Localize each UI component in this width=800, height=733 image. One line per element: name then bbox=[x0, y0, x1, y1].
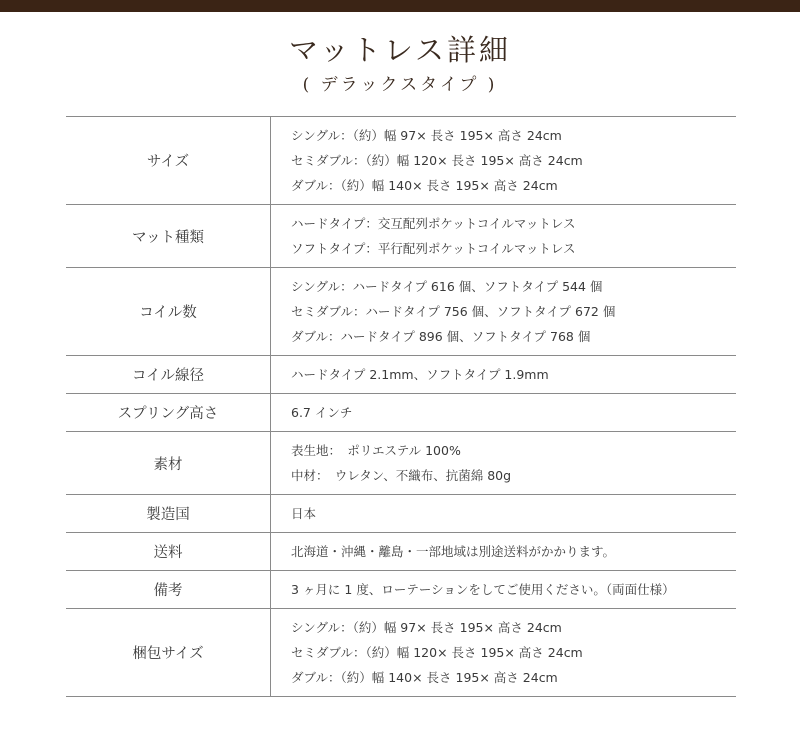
spec-value-line: シングル：（約）幅 97× 長さ 195× 高さ 24cm bbox=[291, 128, 562, 143]
spec-value-line: ハードタイプ：交互配列ポケットコイルマットレス bbox=[291, 216, 576, 231]
spec-value-line: ダブル：ハードタイプ 896 個、ソフトタイプ 768 個 bbox=[291, 329, 591, 344]
spec-value bbox=[271, 394, 737, 432]
spec-row bbox=[66, 432, 736, 495]
spec-value-line: セミダブル：（約）幅 120× 長さ 195× 高さ 24cm bbox=[291, 645, 583, 660]
spec-label: コイル線径 bbox=[66, 356, 271, 394]
spec-value bbox=[271, 117, 737, 205]
spec-value bbox=[271, 495, 737, 533]
spec-value bbox=[271, 571, 737, 609]
spec-value bbox=[271, 609, 737, 697]
spec-value-line: 日本 bbox=[291, 506, 317, 521]
page-subtitle: ( デラックスタイプ ) bbox=[302, 75, 498, 95]
spec-row bbox=[66, 571, 736, 609]
spec-row bbox=[66, 117, 736, 205]
spec-value-line: シングル：ハードタイプ 616 個、ソフトタイプ 544 個 bbox=[291, 279, 603, 294]
spec-value-line: シングル：（約）幅 97× 長さ 195× 高さ 24cm bbox=[291, 620, 562, 635]
spec-value bbox=[271, 268, 737, 356]
spec-value-line: ダブル：（約）幅 140× 長さ 195× 高さ 24cm bbox=[291, 178, 558, 193]
spec-label: 製造国 bbox=[66, 495, 271, 533]
spec-value-line: ハードタイプ 2.1mm、ソフトタイプ 1.9mm bbox=[291, 367, 549, 382]
spec-value bbox=[271, 205, 737, 268]
spec-value bbox=[271, 356, 737, 394]
spec-row bbox=[66, 205, 736, 268]
spec-label: コイル数 bbox=[66, 268, 271, 356]
page-title: マットレス詳細 bbox=[289, 33, 511, 67]
spec-label: 送料 bbox=[66, 533, 271, 571]
spec-row bbox=[66, 495, 736, 533]
spec-value-line: ダブル：（約）幅 140× 長さ 195× 高さ 24cm bbox=[291, 670, 558, 685]
spec-label: マット種類 bbox=[66, 205, 271, 268]
spec-label: 素材 bbox=[66, 432, 271, 495]
spec-row bbox=[66, 268, 736, 356]
spec-value-line: 北海道・沖縄・離島・一部地域は別途送料がかかります。 bbox=[291, 544, 616, 559]
spec-table bbox=[66, 116, 736, 697]
spec-row bbox=[66, 394, 736, 432]
spec-value-line: セミダブル：（約）幅 120× 長さ 195× 高さ 24cm bbox=[291, 153, 583, 168]
spec-value-line: 中材： ウレタン、不織布、抗菌綿 80g bbox=[291, 468, 512, 483]
spec-value-line: 6.7 インチ bbox=[291, 405, 353, 420]
spec-label: 備考 bbox=[66, 571, 271, 609]
top-header-bar bbox=[0, 0, 800, 12]
spec-value-line: 表生地： ポリエステル 100% bbox=[291, 443, 461, 458]
spec-value bbox=[271, 432, 737, 495]
spec-label: 梱包サイズ bbox=[66, 609, 271, 697]
spec-label: スプリング高さ bbox=[66, 394, 271, 432]
spec-row bbox=[66, 533, 736, 571]
spec-value-line: 3 ヶ月に 1 度、ローテーションをしてご使用ください。（両面仕様） bbox=[291, 582, 675, 597]
spec-row bbox=[66, 609, 736, 697]
spec-value bbox=[271, 533, 737, 571]
spec-label: サイズ bbox=[66, 117, 271, 205]
spec-value-line: ソフトタイプ：平行配列ポケットコイルマットレス bbox=[291, 241, 576, 256]
spec-value-line: セミダブル：ハードタイプ 756 個、ソフトタイプ 672 個 bbox=[291, 304, 616, 319]
spec-row bbox=[66, 356, 736, 394]
